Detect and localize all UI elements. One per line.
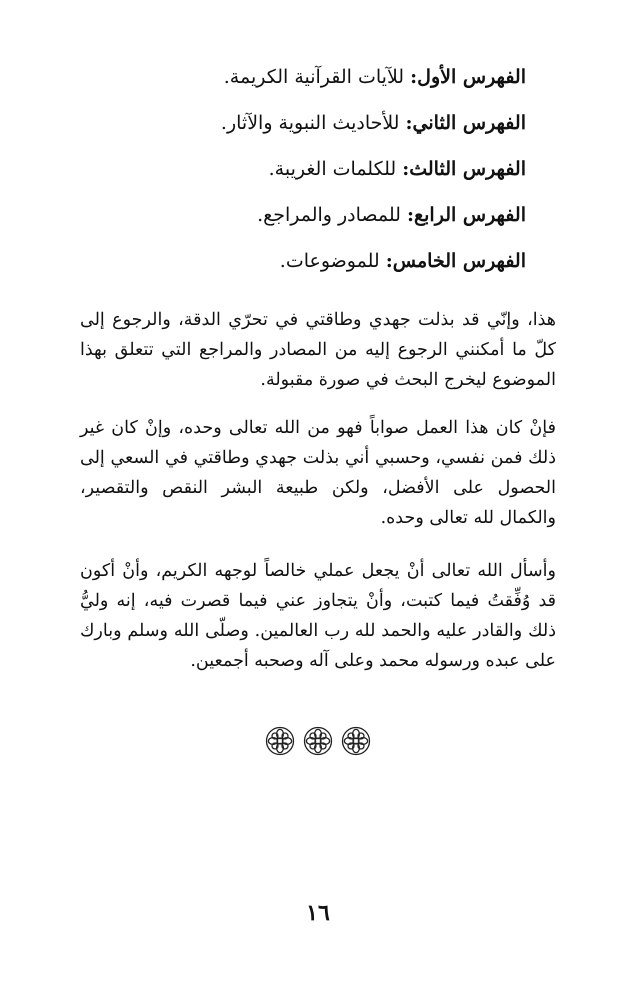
index-entry-label: الفهرس الأول:: [410, 66, 526, 88]
section-ornament: [0, 726, 636, 766]
index-entry: [106, 108, 526, 154]
body-paragraph: فإنْ كان هذا العمل صواباً فهو من الله تعالى وحده، وإنْ كان غير ذلك فمن نفسي، وحسبي أني بذلت جهدي وطاقتي في السعي إلى الحصول على الأفضل، ولكن طبيعة البشر النقص والتقصير، والكمال لله تعالى وحده.: [80, 417, 556, 528]
index-entry: [106, 154, 526, 200]
index-entry-description: للكلمات الغريبة.: [268, 158, 397, 180]
index-entry-description: للأحاديث النبوية والآثار.: [220, 112, 400, 134]
flower-ornament-icon: [303, 726, 333, 756]
index-entry-label: الفهرس الثالث:: [402, 158, 526, 180]
index-entry-description: للآيات القرآنية الكريمة.: [223, 66, 405, 88]
index-entry: [106, 200, 526, 246]
flower-ornament-icon: [341, 726, 371, 756]
index-list: [106, 62, 526, 292]
index-entry-label: الفهرس الخامس:: [385, 250, 526, 272]
index-entry-label: الفهرس الرابع:: [407, 204, 526, 226]
body-paragraph: وأسأل الله تعالى أنْ يجعل عملي خالصاً لوجهه الكريم، وأنْ أكون قد وُفِّقتُ فيما كتبت، وأنْ يتجاوز عني فيما قصرت فيه، إنه وليُّ ذلك والقادر عليه والحمد لله رب العالمين. وصلّى الله وسلم وبارك على عبده ورسوله محمد وعلى آله وصحبه أجمعين.: [80, 560, 556, 671]
body-paragraph: هذا، وإنّي قد بذلت جهدي وطاقتي في تحرّي الدقة، والرجوع إلى كلّ ما أمكنني الرجوع إليه من المصادر والمراجع التي تتعلق بهذا الموضوع ليخرج البحث في صورة مقبولة.: [80, 309, 556, 390]
flower-ornament-icon: [265, 726, 295, 756]
page-number: ١٦: [306, 900, 330, 926]
index-entry-label: الفهرس الثاني:: [405, 112, 526, 134]
index-entry-description: للمصادر والمراجع.: [257, 204, 401, 226]
index-entry: [106, 62, 526, 108]
index-entry-description: للموضوعات.: [279, 250, 380, 272]
index-entry: [106, 246, 526, 292]
